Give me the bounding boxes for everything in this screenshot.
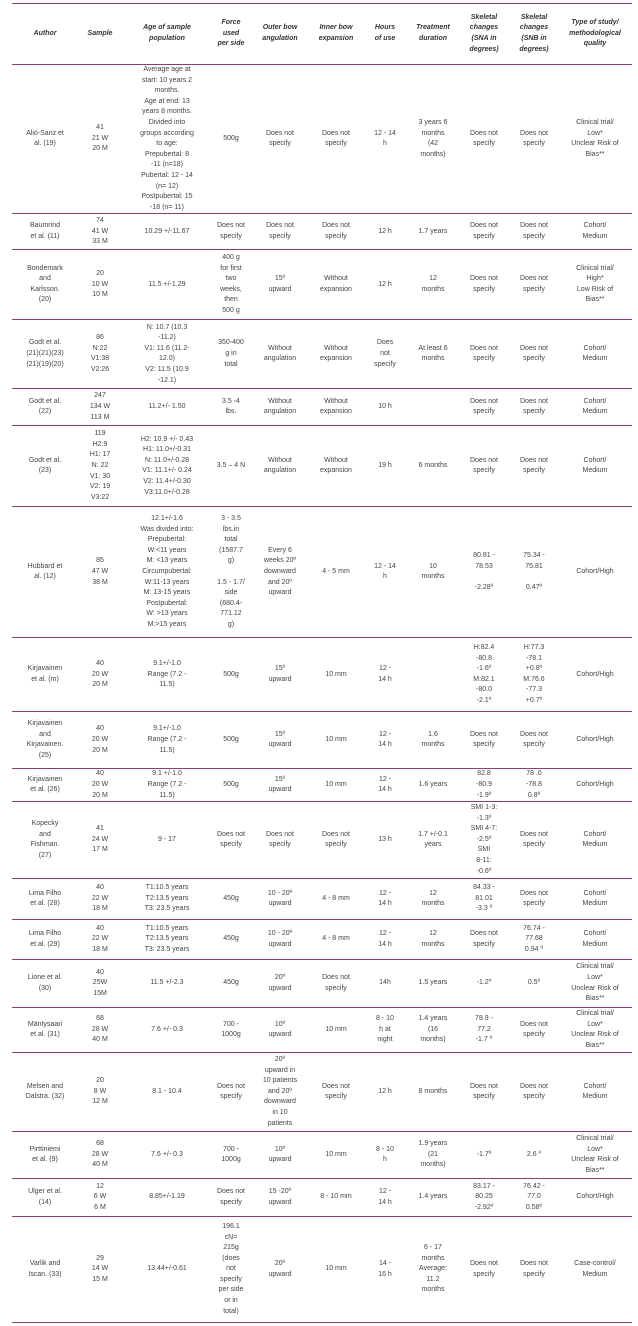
cell-author: Hubbard et al. (12) bbox=[27, 562, 63, 581]
cell-treatment: 10 months bbox=[421, 562, 445, 581]
cell-age: H2: 10.9 +/- 0.43 H1: 11.0+/-0.31 N: 11.0+/-0.28 V1: 11.1+/- 0.24 V2: 11.4+/-0.30 V3:11.0+/-0.28 bbox=[140, 435, 194, 496]
cell-author: Kirjavainen et al. (m) bbox=[27, 665, 63, 683]
cell-age: 7.6 +/- 0.3 bbox=[151, 1150, 183, 1158]
cell-snb: 78 .0 -78.8 0.8º bbox=[526, 770, 542, 799]
table-row bbox=[12, 214, 632, 250]
cell-inner-bow: 4 - 5 mm bbox=[322, 568, 350, 576]
cell-study-type: Cohort/High bbox=[576, 780, 614, 788]
cell-author: Godt et al. (21)(21)(23) (21)(19)(20) bbox=[26, 339, 64, 368]
cell-author: Ulger et al. (14) bbox=[28, 1188, 62, 1206]
column-header-outer-bow: Outer bow angulation bbox=[250, 4, 310, 65]
cell-inner-bow: 8 - 10 mm bbox=[320, 1193, 352, 1201]
cell-sample: 40 20 W 20 M bbox=[91, 725, 109, 754]
cell-author: Kopecky and Fishman. (27) bbox=[30, 819, 60, 859]
cell-hours: 12 h bbox=[378, 280, 392, 288]
cell-hours: 12 h bbox=[378, 227, 392, 235]
table-row bbox=[12, 638, 632, 712]
cell-snb: H:77.3 -78.1 +0.8º M:76.6 -77.3 +0.7º bbox=[523, 644, 545, 704]
cell-sample: 119 H2:9 H1: 17 N: 22 V1: 30 V2: 19 V3:22 bbox=[89, 430, 111, 501]
cell-sample: 12 6 W 6 M bbox=[93, 1182, 107, 1211]
cell-force: 3.5 – 4 N bbox=[216, 462, 246, 470]
cell-sample: 247 134 W 113 M bbox=[89, 392, 111, 421]
cell-sna: Does not specify bbox=[469, 730, 499, 749]
cell-author: Godt et al. (23) bbox=[28, 456, 62, 475]
cell-sample: 20 10 W 10 M bbox=[91, 269, 109, 299]
cell-treatment: 1.5 years bbox=[418, 979, 448, 987]
table-header bbox=[12, 4, 632, 65]
cell-treatment: 12 months bbox=[421, 889, 445, 908]
table-row bbox=[12, 250, 632, 320]
cell-inner-bow: Does not specify bbox=[321, 830, 351, 849]
cell-age: 9.1+/-1.0 Range (7.2 - 11.5) bbox=[147, 725, 187, 754]
cell-sample: 40 22 W 18 M bbox=[91, 884, 109, 913]
column-header-treatment: Treatment duration bbox=[408, 4, 458, 65]
cell-age: 13.44+/-0.61 bbox=[147, 1265, 187, 1273]
cell-hours: 12 - 14 h bbox=[378, 730, 392, 749]
cell-treatment: 8 months bbox=[418, 1087, 448, 1095]
cell-snb: Does not specify bbox=[519, 1020, 549, 1039]
table-row bbox=[12, 712, 632, 769]
cell-snb: Does not specify bbox=[519, 889, 549, 908]
cell-outer-bow: 20º upward in 10 patients and 20º downward in 10 patients bbox=[262, 1056, 298, 1127]
cell-inner-bow: 10 mm bbox=[325, 1150, 347, 1158]
cell-treatment: 1.6 months bbox=[421, 730, 445, 749]
cell-treatment bbox=[408, 389, 458, 426]
cell-hours: 19 h bbox=[378, 462, 392, 470]
cell-inner-bow: Does not specify bbox=[321, 1082, 351, 1101]
cell-force: 3 - 3.5 lbs.in total (1587.7 g) 1.5 - 1.7/ side (680.4- 771.12 g) bbox=[217, 515, 245, 628]
column-header-sna: Skeletal changes (SNA in degrees) bbox=[458, 4, 510, 65]
cell-treatment: 12 months bbox=[421, 930, 445, 948]
studies-table bbox=[12, 3, 632, 1323]
cell-author: Lima Filho et al. (28) bbox=[28, 889, 62, 908]
cell-age: 11.2+/- 1.50 bbox=[148, 403, 186, 411]
column-header-force: Force used per side bbox=[212, 4, 250, 65]
cell-sna: H:82.4 -80.8 -1.6º M:82.1 -80.0 -2.1º bbox=[473, 644, 495, 704]
cell-sample: 20 8 W 12 M bbox=[92, 1077, 108, 1106]
cell-age: 8.1 - 10.4 bbox=[152, 1087, 182, 1095]
cell-age: 9.1 +/-1.0 Range (7.2 - 11.5) bbox=[147, 770, 187, 799]
cell-sample: 41 24 W 17 M bbox=[91, 825, 109, 854]
column-header-sample: Sample bbox=[78, 4, 122, 65]
cell-force: 450g bbox=[223, 979, 239, 987]
cell-sample: 40 25W 15M bbox=[92, 968, 108, 997]
cell-treatment: 1.7 +/-0.1 years bbox=[418, 830, 448, 849]
cell-study-type: Clinical trial/ Low* Unclear Risk of Bias** bbox=[571, 963, 619, 1003]
cell-snb: Does not specify bbox=[519, 456, 549, 475]
cell-hours: 12 - 14 h bbox=[378, 889, 392, 908]
cell-sna: 83.17 - 80.25 -2.92º bbox=[473, 1182, 495, 1211]
cell-hours: 12 - 14 h bbox=[378, 775, 392, 794]
table-row bbox=[12, 426, 632, 507]
cell-age: 11.5 +/-1.29 bbox=[148, 280, 186, 288]
table-row bbox=[12, 65, 632, 214]
cell-author: Baumrind et al. (11) bbox=[30, 222, 60, 240]
cell-inner-bow: 10 mm bbox=[325, 1025, 347, 1033]
cell-sample: 86 N:22 V1:38 V2:26 bbox=[90, 334, 110, 373]
cell-sna: Does not specify bbox=[469, 344, 499, 363]
cell-snb: Does not specify bbox=[519, 344, 549, 363]
cell-sna: Does not specify bbox=[469, 129, 499, 148]
cell-study-type: Cohort/High bbox=[576, 736, 614, 744]
cell-study-type: Case-control/ Medium bbox=[574, 1260, 616, 1278]
cell-author: Kirjavainen et al. (26) bbox=[27, 775, 63, 794]
cell-outer-bow: 10 - 20º upward bbox=[267, 930, 293, 948]
cell-force: 196.1 cN= 215g (does not specify per side or in total) bbox=[218, 1222, 244, 1315]
cell-treatment: 3 years 6 months (42 months) bbox=[418, 118, 448, 158]
cell-hours: 10 h bbox=[378, 403, 392, 411]
cell-outer-bow: 15º upward bbox=[268, 775, 292, 794]
cell-study-type: Cohort/ Medium bbox=[582, 889, 608, 908]
column-header-author: Author bbox=[12, 4, 78, 65]
cell-sample: 85 47 W 38 M bbox=[91, 557, 109, 586]
cell-hours: 13 h bbox=[378, 835, 392, 843]
cell-study-type: Clinical trial/ Low* Unclear Risk of Bias** bbox=[571, 1134, 619, 1174]
cell-force: 3.5 -4 lbs. bbox=[222, 397, 240, 416]
cell-inner-bow: Does not specify bbox=[321, 129, 351, 148]
cell-sample: 40 22 W 18 M bbox=[91, 924, 109, 953]
column-header-hours: Hours of use bbox=[362, 4, 408, 65]
cell-hours: 12 - 14 h bbox=[378, 1188, 392, 1206]
table-row bbox=[12, 960, 632, 1008]
cell-inner-bow: 10 mm bbox=[325, 1265, 347, 1273]
cell-outer-bow: Without angulation bbox=[263, 344, 297, 363]
cell-study-type: Cohort/ Medium bbox=[582, 344, 608, 363]
table-row bbox=[12, 1008, 632, 1053]
cell-hours: 12 h bbox=[378, 1087, 392, 1095]
cell-age: 12.1+/-1.6 Was divided into: Prepubertal: W:<11 years M: <13 years Circumpubertal: W:11-13 years M: 13-15 years Postpubertal: W: >13 years M:>15 years bbox=[140, 515, 194, 628]
cell-inner-bow: Without expansion bbox=[320, 275, 352, 293]
cell-snb: Does not specify bbox=[519, 397, 549, 416]
cell-outer-bow: 20º upward bbox=[268, 974, 292, 992]
column-header-snb: Skeletal changes (SNB in degrees) bbox=[510, 4, 558, 65]
cell-sample: 29 14 W 15 M bbox=[91, 1254, 109, 1283]
cell-force: 400 g for first two weeks, then 500 g bbox=[220, 254, 242, 314]
cell-age: 10.29 +/-11.67 bbox=[144, 227, 190, 235]
cell-outer-bow: 20º upward bbox=[268, 1260, 292, 1278]
cell-sna: Does not specify bbox=[469, 1082, 499, 1101]
cell-force: 450g bbox=[223, 935, 239, 943]
cell-author: Godt et al. (22) bbox=[28, 397, 62, 416]
cell-author: Varlik and Iscan. (33) bbox=[28, 1260, 62, 1278]
cell-treatment: 1.7 years bbox=[418, 227, 448, 235]
cell-force: 500g bbox=[223, 134, 239, 142]
cell-study-type: Cohort/ Medium bbox=[582, 222, 608, 240]
cell-study-type: Cohort/ Medium bbox=[582, 830, 608, 849]
cell-inner-bow: Does not specify bbox=[321, 222, 351, 240]
cell-inner-bow: Without expansion bbox=[320, 397, 352, 416]
cell-study-type: Clinical trial/ High* Low Risk of Bias** bbox=[576, 264, 614, 304]
cell-snb: Does not specify bbox=[519, 1260, 549, 1278]
cell-snb: Does not specify bbox=[519, 129, 549, 148]
cell-sna: 82.8 -80.9 -1.9º bbox=[476, 770, 492, 799]
cell-treatment bbox=[408, 638, 458, 712]
cell-sna: Does not specify bbox=[469, 930, 499, 948]
cell-hours: 12 - 14 h bbox=[374, 129, 396, 148]
cell-sna: Does not specify bbox=[469, 222, 499, 240]
cell-inner-bow: 10 mm bbox=[325, 670, 347, 678]
cell-sna: Does not specify bbox=[469, 275, 499, 293]
cell-force: Does not specify bbox=[216, 1188, 246, 1206]
cell-hours: 14 - 16 h bbox=[378, 1260, 392, 1278]
cell-outer-bow: 10 - 20º upward bbox=[267, 889, 293, 908]
cell-outer-bow: 10º upward bbox=[268, 1145, 292, 1164]
cell-treatment: 1.6 years bbox=[418, 780, 448, 788]
table-row bbox=[12, 507, 632, 638]
cell-author: Pirttiniemi et al. (9) bbox=[29, 1145, 61, 1164]
cell-snb: 76.42 - 77.0 0.58º bbox=[523, 1182, 545, 1211]
cell-hours: 12 - 14 h bbox=[378, 930, 392, 948]
cell-sample: 40 20 W 20 M bbox=[91, 659, 109, 689]
table-row bbox=[12, 1179, 632, 1217]
table-row bbox=[12, 769, 632, 802]
cell-outer-bow: 15º upward bbox=[268, 665, 292, 683]
cell-author: Mäntysaari et al. (31) bbox=[27, 1020, 63, 1039]
cell-snb: Does not specify bbox=[519, 275, 549, 293]
cell-force: Does not specify bbox=[216, 830, 246, 849]
table-row bbox=[12, 802, 632, 879]
cell-study-type: Clinical trial/ Low* Unclear Risk of Bias** bbox=[571, 118, 619, 158]
cell-hours: 12 - 14 h bbox=[374, 562, 396, 581]
table-row bbox=[12, 879, 632, 920]
cell-author: Alió-Sanz et al. (19) bbox=[26, 129, 64, 148]
cell-study-type: Cohort/ Medium bbox=[582, 1082, 608, 1101]
table-row bbox=[12, 1217, 632, 1323]
cell-study-type: Cohort/High bbox=[576, 568, 614, 576]
cell-sample: 40 20 W 20 M bbox=[91, 770, 109, 799]
cell-inner-bow: Does not specify bbox=[321, 974, 351, 992]
cell-force: 450g bbox=[223, 894, 239, 902]
cell-inner-bow: Without expansion bbox=[320, 456, 352, 475]
cell-sna: -1.2º bbox=[476, 979, 492, 987]
cell-age: Average age at start: 10 years 2 months. Age at end: 13 years 8 months. Divided into groups according to age: Prepubertal: 8 -11 (n=18) Pubertal: 12 - 14 (n= 12) Postpubertal: 15 -18 (n= 11) bbox=[140, 66, 194, 211]
cell-snb: Does not specify bbox=[519, 830, 549, 849]
table-row bbox=[12, 920, 632, 960]
cell-hours: 8 - 10 h bbox=[376, 1145, 394, 1164]
cell-inner-bow: Without expansion bbox=[320, 344, 352, 363]
cell-author: Bondemark and Karlsson. (20) bbox=[27, 264, 63, 304]
cell-treatment: 1.4 years (16 months) bbox=[418, 1015, 448, 1044]
cell-outer-bow: 15 -20º upward bbox=[268, 1188, 292, 1206]
cell-treatment: 6 months bbox=[418, 462, 448, 470]
cell-sna: 80.81 - 78.53 -2.28º bbox=[473, 552, 495, 591]
cell-author: Kirjavainen and Kirjavainen. (25) bbox=[26, 720, 64, 759]
cell-age: N: 10.7 (10.3 -11.2) V1: 11.6 (11.2- 12.0) V2: 11.5 (10.9 -12.1) bbox=[144, 323, 190, 384]
cell-sna: Does not specify bbox=[469, 456, 499, 475]
cell-inner-bow: 10 mm bbox=[325, 736, 347, 744]
cell-author: Melsen and Dalstra. (32) bbox=[25, 1082, 65, 1101]
cell-inner-bow: 4 - 8 mm bbox=[322, 894, 350, 902]
cell-sna: 84.33 - 81.01 -3.3 º bbox=[473, 884, 495, 913]
column-header-inner-bow: Inner bow expansion bbox=[310, 4, 362, 65]
cell-force: 500g bbox=[223, 780, 239, 788]
cell-outer-bow: Does not specify bbox=[265, 129, 295, 148]
cell-sample: 68 28 W 40 M bbox=[91, 1140, 109, 1169]
table-row bbox=[12, 1053, 632, 1132]
cell-force: 350-400 g in total bbox=[218, 339, 244, 368]
cell-outer-bow: 10º upward bbox=[268, 1020, 292, 1039]
cell-study-type: Cohort/High bbox=[576, 670, 614, 678]
cell-sna: -1.7º bbox=[476, 1150, 492, 1158]
cell-outer-bow: Every 6 weeks 20º downward and 20º upward bbox=[263, 546, 297, 597]
cell-outer-bow: Without angulation bbox=[263, 397, 297, 416]
cell-snb: Does not specify bbox=[519, 222, 549, 240]
table-row bbox=[12, 1132, 632, 1179]
cell-study-type: Cohort/ Medium bbox=[582, 397, 608, 416]
cell-snb: Does not specify bbox=[519, 1082, 549, 1101]
cell-outer-bow: Without angulation bbox=[263, 456, 297, 475]
cell-age: T1:10.5 years T2:13.5 years T3: 23.5 years bbox=[144, 884, 190, 913]
cell-inner-bow: 10 mm bbox=[325, 780, 347, 788]
cell-treatment: 12 months bbox=[421, 275, 445, 293]
cell-sna: 78.9 - 77.2 -1.7 º bbox=[475, 1015, 493, 1044]
cell-treatment: 1.9 years (21 months) bbox=[418, 1140, 448, 1169]
cell-outer-bow: Does not specify bbox=[265, 222, 295, 240]
cell-inner-bow: 4 - 8 mm bbox=[322, 935, 350, 943]
cell-sample: 74 41 W 33 M bbox=[91, 216, 109, 246]
cell-force: 500g bbox=[223, 670, 239, 678]
cell-age: 9 - 17 bbox=[158, 835, 176, 843]
cell-age: 11.5 +/-2.3 bbox=[150, 979, 184, 987]
cell-study-type: Clinical trial/ Low* Unclear Risk of Bias** bbox=[571, 1009, 619, 1049]
column-header-age: Age of sample population bbox=[122, 4, 212, 65]
cell-outer-bow: 15º upward bbox=[268, 275, 292, 293]
cell-study-type: Cohort/ Medium bbox=[582, 930, 608, 948]
cell-snb: 75.34 - 75.81 0.47º bbox=[523, 552, 545, 591]
cell-age: 9.1+/-1.0 Range (7.2 - 11.5) bbox=[147, 659, 187, 689]
cell-sample: 41 21 W 20 M bbox=[91, 124, 109, 153]
cell-force: 700 - 1000g bbox=[221, 1145, 241, 1164]
cell-force: 700 - 1000g bbox=[221, 1020, 241, 1039]
cell-force: Does not specify bbox=[216, 1082, 246, 1101]
cell-author: Lima Filho et al. (29) bbox=[28, 930, 62, 948]
cell-study-type: Cohort/ Medium bbox=[582, 456, 608, 475]
table-row bbox=[12, 389, 632, 426]
cell-sna: Does not specify bbox=[469, 397, 499, 416]
table-body bbox=[12, 65, 632, 1323]
cell-snb: 2.6 º bbox=[526, 1150, 542, 1158]
cell-outer-bow: 15º upward bbox=[268, 730, 292, 749]
cell-outer-bow: Does not specify bbox=[265, 830, 295, 849]
cell-treatment: 1.4 years bbox=[418, 1193, 448, 1201]
cell-snb: 76.74 - 77.68 0.94 º bbox=[523, 924, 545, 953]
cell-age: 7.6 +/- 0.3 bbox=[151, 1025, 183, 1033]
cell-hours: 8 - 10 h at night bbox=[376, 1015, 394, 1044]
cell-treatment: 6 - 17 months Average: 11.2 months bbox=[419, 1244, 447, 1294]
cell-force: Does not specify bbox=[216, 222, 246, 240]
cell-hours: 14h bbox=[379, 979, 391, 987]
cell-sna: SMI 1-3: -1.3º SMI 4-7: -2.5º SMI 8-11: -0.6º bbox=[470, 804, 498, 875]
table-row bbox=[12, 320, 632, 389]
cell-sample: 68 28 W 40 M bbox=[91, 1015, 109, 1044]
cell-snb: 0.5º bbox=[527, 979, 541, 987]
cell-age: T1:10.5 years T2:13.5 years T3: 23.5 years bbox=[144, 924, 190, 953]
cell-author: Lione et al. (30) bbox=[27, 974, 63, 992]
cell-age: 8.85+/-1.19 bbox=[149, 1193, 185, 1201]
cell-treatment: At least 6 months bbox=[418, 344, 448, 363]
cell-hours: 12 - 14 h bbox=[378, 665, 392, 683]
cell-force: 500g bbox=[223, 736, 239, 744]
cell-sna: Does not specify bbox=[469, 1260, 499, 1278]
cell-study-type: Cohort/High bbox=[576, 1193, 614, 1201]
cell-snb: Does not specify bbox=[519, 730, 549, 749]
column-header-study-type: Type of study/ methodological quality bbox=[558, 4, 632, 65]
cell-hours: Does not specify bbox=[374, 339, 396, 368]
